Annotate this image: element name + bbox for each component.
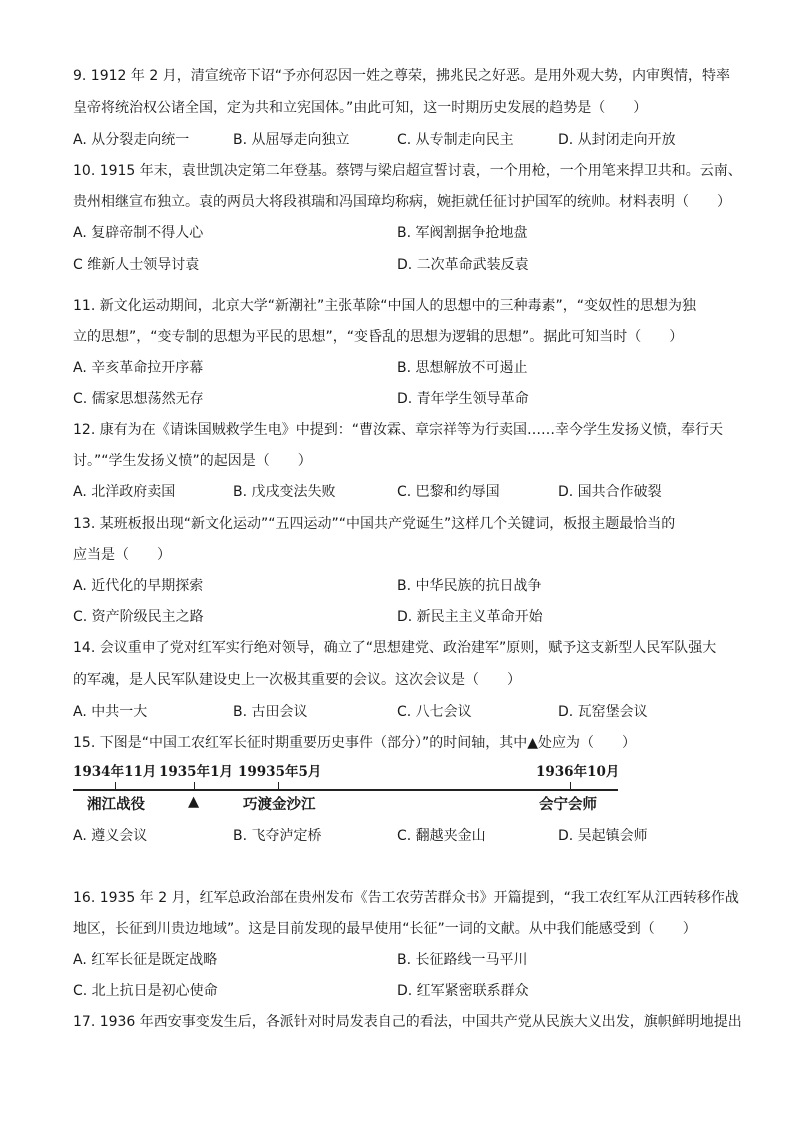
q13-option-d[interactable]: D. 新民主主义革命开始 [397,609,543,625]
q12-option-b[interactable]: B. 戊戌变法失败 [233,484,336,500]
q15-stem-line1: 15. 下图是“中国工农红军长征时期重要历史事件（部分）”的时间轴，其中▲处应为（ ） [73,735,636,751]
q11-stem-line2: 立的思想”，“变专制的思想为平民的思想”，“变昏乱的思想为逻辑的思想”。据此可知当时（ ） [73,329,684,345]
timeline-date-2: 1935年1月 [159,764,233,780]
timeline-tick-4 [570,782,571,790]
q16-option-a[interactable]: A. 红军长征是既定战略 [73,952,218,968]
q17-stem-line1: 17. 1936 年西安事变发生后，各派针对时局发表自己的看法，中国共产党从民族大义出发，旗帜鲜明地提出 [73,1014,742,1030]
timeline-date-1: 1934年11月 [73,764,157,780]
q12-stem-line1: 12. 康有为在《请诛国贼救学生电》中提到：“曹汝霖、章宗祥等为行卖国……幸今学生发扬义愤，奉行天 [73,422,723,438]
timeline-event-1: 湘江战役 [87,796,145,813]
q12-stem-line2: 讨。”“学生发扬义愤”的起因是（ ） [73,453,312,469]
q12-option-a[interactable]: A. 北洋政府卖国 [73,484,176,500]
q10-option-c[interactable]: C 维新人士领导讨袁 [73,257,200,273]
q9-option-a[interactable]: A. 从分裂走向统一 [73,132,190,148]
q9-option-c[interactable]: C. 从专制走向民主 [397,132,514,148]
q14-option-c[interactable]: C. 八七会议 [397,704,472,720]
timeline-event-triangle: ▲ [188,793,200,810]
q16-stem-line2: 地区，长征到川贵边地域”。这是目前发现的最早使用“长征”一词的文献。从中我们能感受到（ ） [73,921,697,937]
q9-option-d[interactable]: D. 从封闭走向开放 [558,132,676,148]
q16-option-d[interactable]: D. 红军紧密联系群众 [397,983,529,999]
timeline-tick-1 [115,782,116,790]
timeline-tick-2 [194,782,195,790]
q16-option-b[interactable]: B. 长征路线一马平川 [397,952,528,968]
q10-option-a[interactable]: A. 复辟帝制不得人心 [73,225,204,241]
q11-option-d[interactable]: D. 青年学生领导革命 [397,391,529,407]
q14-stem-line2: 的军魂，是人民军队建设史上一次极其重要的会议。这次会议是（ ） [73,672,521,688]
q10-stem-line1: 10. 1915 年末，袁世凯决定第二年登基。蔡锷与梁启超宣誓讨袁，一个用枪，一个用笔来捍卫共和。云南、 [73,163,742,179]
q16-option-c[interactable]: C. 北上抗日是初心使命 [73,983,218,999]
q11-option-a[interactable]: A. 辛亥革命拉开序幕 [73,360,204,376]
q13-stem-line1: 13. 某班板报出现“新文化运动”“五四运动”“中国共产党诞生”这样几个关键词，板报主题最恰当的 [73,516,676,532]
q10-option-d[interactable]: D. 二次革命武装反袁 [397,257,529,273]
q13-stem-line2: 应当是（ ） [73,547,171,563]
q10-stem-line2: 贵州相继宣布独立。袁的两员大将段祺瑞和冯国璋均称病，婉拒就任征讨护国军的统帅。材料表明（ ） [73,194,731,210]
q11-option-c[interactable]: C. 儒家思想荡然无存 [73,391,204,407]
timeline-event-3: 巧渡金沙江 [243,796,316,813]
q9-stem-line1: 9. 1912 年 2 月，清宣统帝下诏“予亦何忍因一姓之尊荣，拂兆民之好恶。是用外观大势，内审舆情，特率 [73,68,730,84]
q15-option-a[interactable]: A. 遵义会议 [73,828,148,844]
timeline-axis [73,789,618,791]
q9-option-b[interactable]: B. 从屈辱走向独立 [233,132,350,148]
q11-stem-line1: 11. 新文化运动期间，北京大学“新潮社”主张革除“中国人的思想中的三种毒素”，“变奴性的思想为独 [73,298,696,314]
q15-option-d[interactable]: D. 吴起镇会师 [558,828,648,844]
q11-option-b[interactable]: B. 思想解放不可遏止 [397,360,528,376]
q14-stem-line1: 14. 会议重申了党对红军实行绝对领导，确立了“思想建党、政治建军”原则，赋予这支新型人民军队强大 [73,640,717,656]
timeline-date-3: 19935年5月 [238,764,322,780]
q12-option-d[interactable]: D. 国共合作破裂 [558,484,662,500]
timeline-event-4: 会宁会师 [539,796,597,813]
q14-option-d[interactable]: D. 瓦窑堡会议 [558,704,648,720]
q10-option-b[interactable]: B. 军阀割据争抢地盘 [397,225,528,241]
q13-option-a[interactable]: A. 近代化的早期探索 [73,578,204,594]
q14-option-a[interactable]: A. 中共一大 [73,704,148,720]
long-march-timeline [73,760,618,820]
q13-option-b[interactable]: B. 中华民族的抗日战争 [397,578,542,594]
timeline-tick-3 [278,782,279,790]
q13-option-c[interactable]: C. 资产阶级民主之路 [73,609,204,625]
q14-option-b[interactable]: B. 古田会议 [233,704,308,720]
q15-option-b[interactable]: B. 飞夺泸定桥 [233,828,322,844]
q9-stem-line2: 皇帝将统治权公诸全国，定为共和立宪国体。”由此可知，这一时期历史发展的趋势是（ ） [73,100,648,116]
q16-stem-line1: 16. 1935 年 2 月，红军总政治部在贵州发布《告工农劳苦群众书》开篇提到，“我工农红军从江西转移作战 [73,890,739,906]
q15-option-c[interactable]: C. 翻越夹金山 [397,828,486,844]
q12-option-c[interactable]: C. 巴黎和约辱国 [397,484,500,500]
timeline-date-4: 1936年10月 [536,764,620,780]
